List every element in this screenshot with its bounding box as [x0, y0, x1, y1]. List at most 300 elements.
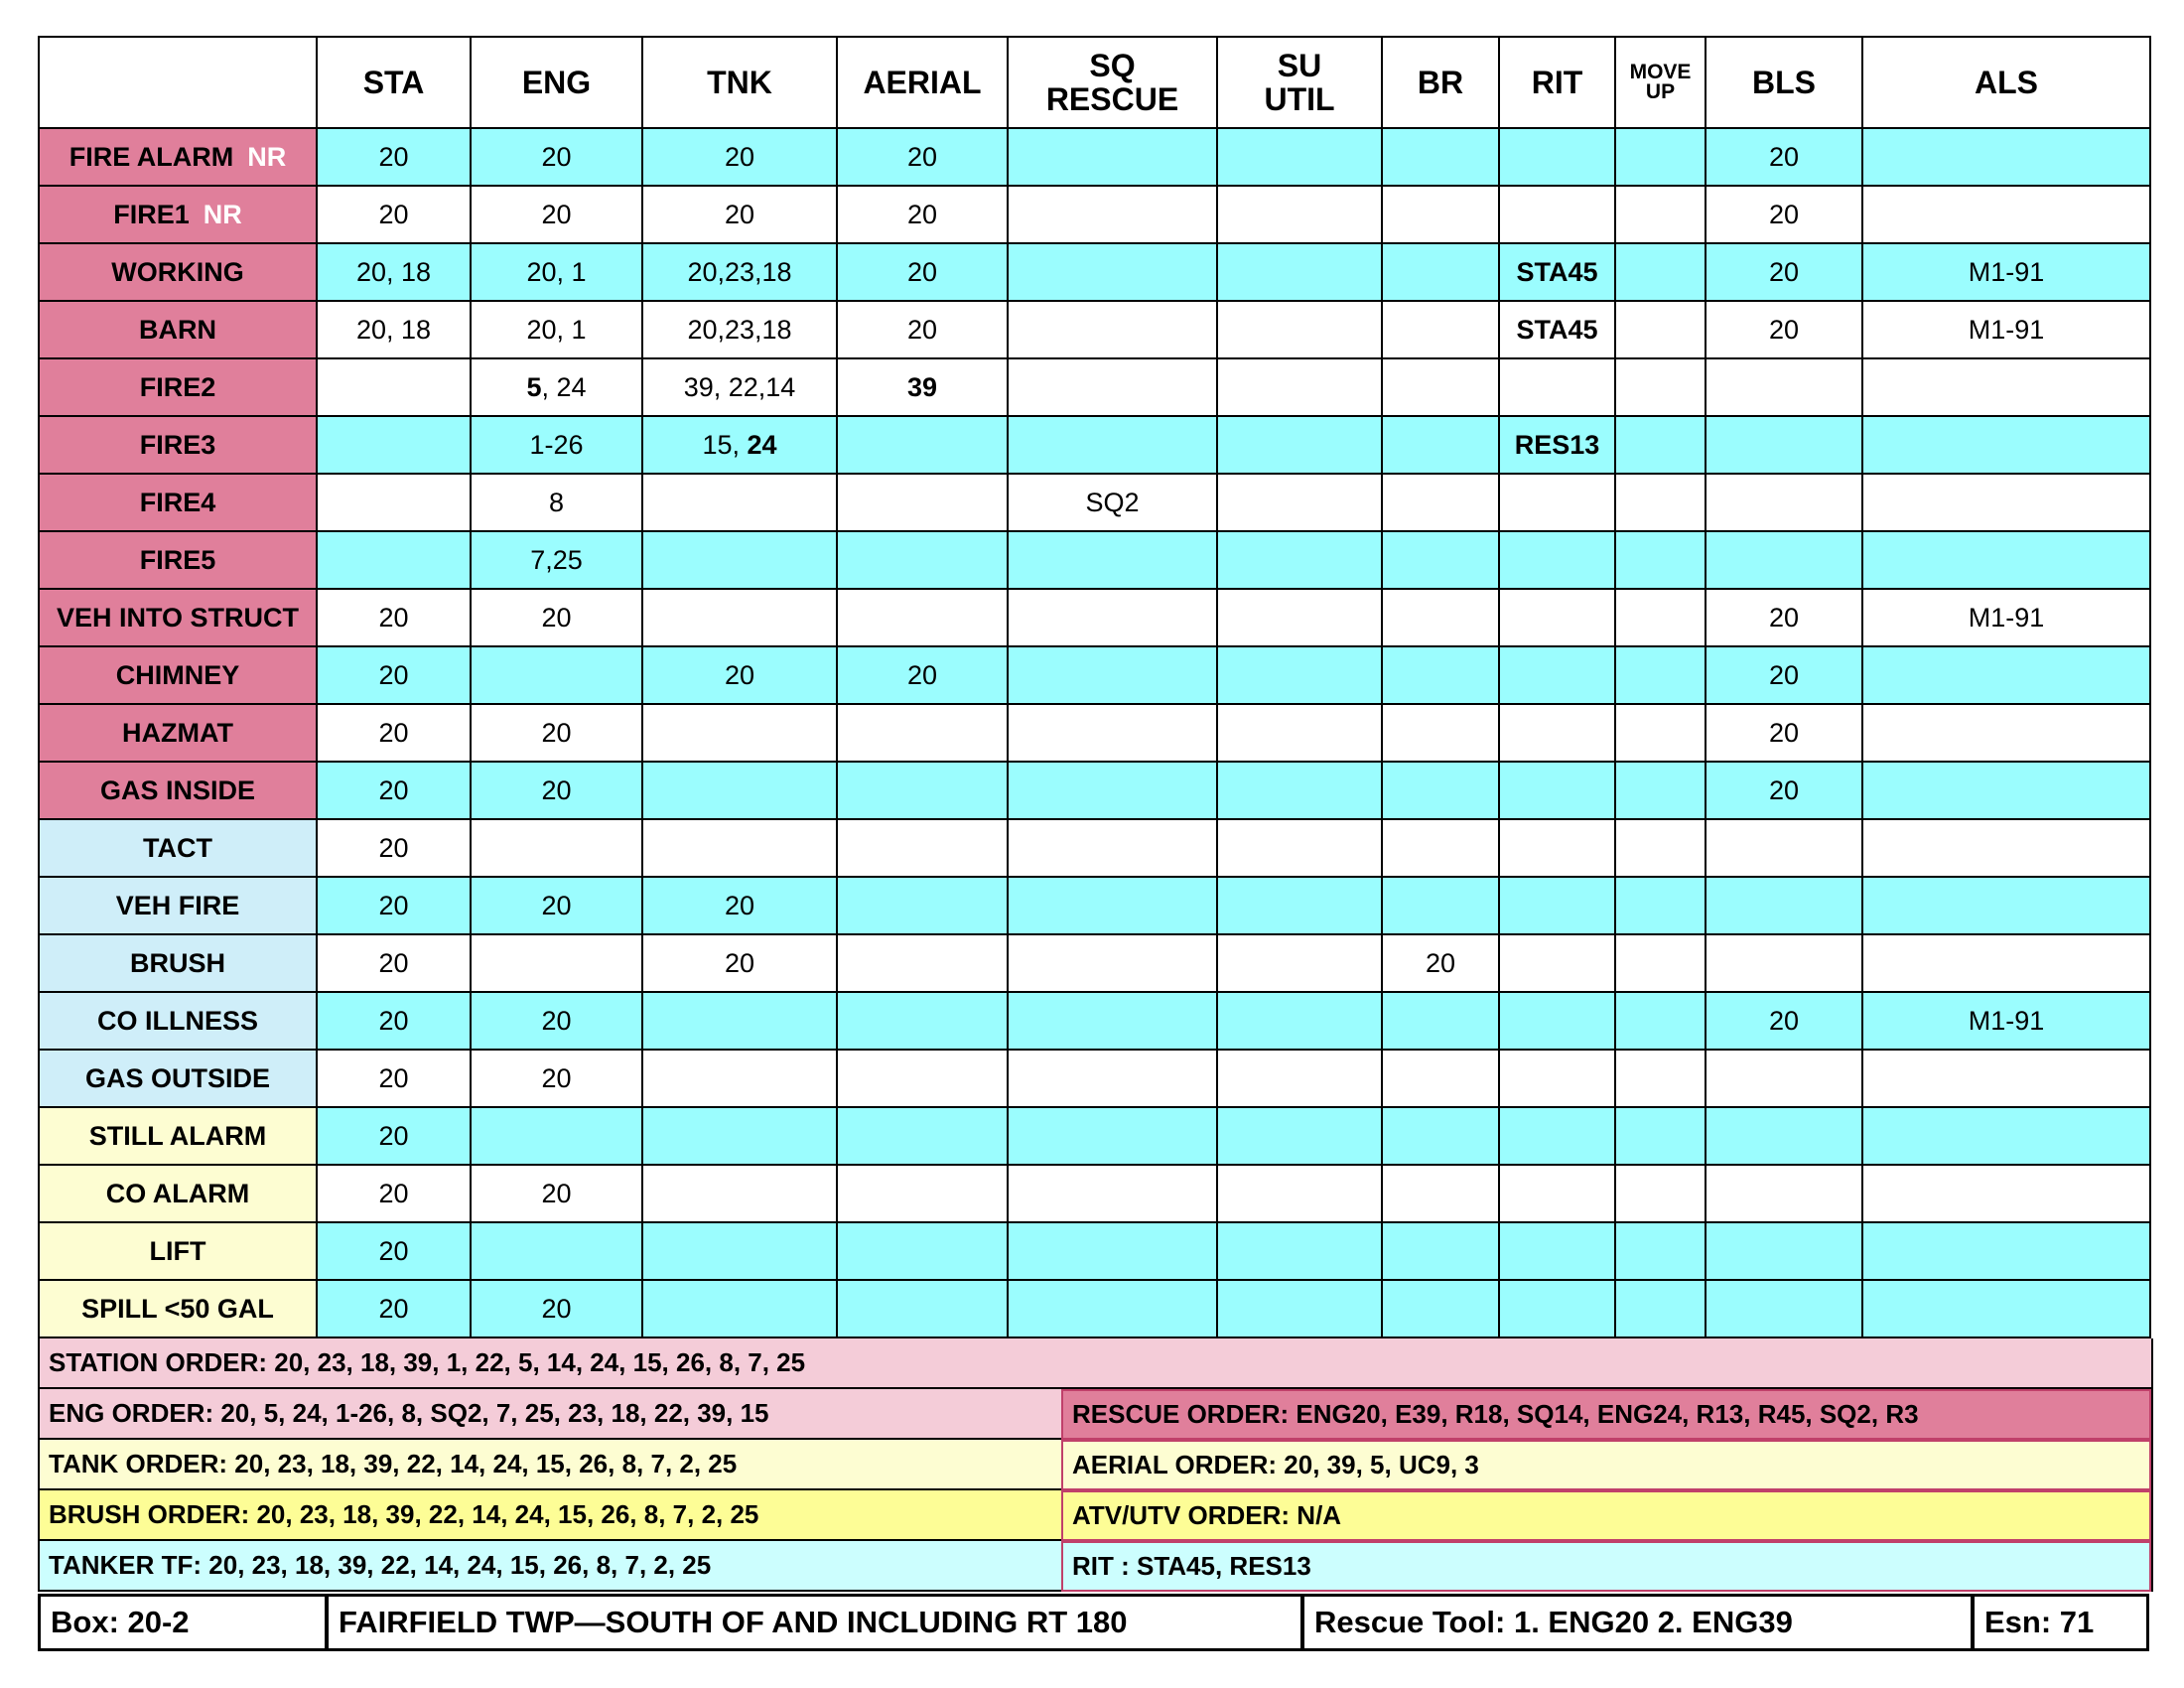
cell-sta: 20 [317, 934, 471, 992]
cell-bls: 20 [1706, 301, 1862, 358]
row-label [39, 877, 317, 934]
cell-rit [1499, 704, 1615, 762]
row-label [39, 934, 317, 992]
row-label-text: BRUSH [129, 947, 225, 978]
header-row [39, 37, 2150, 128]
row-label-text: GAS OUTSIDE [84, 1062, 271, 1093]
table-row [39, 762, 2150, 819]
cell-sq-rescue [1008, 992, 1217, 1050]
table-row [39, 1222, 2150, 1280]
cell-bls [1706, 1165, 1862, 1222]
esn-number: Esn: 71 [1984, 1605, 2095, 1639]
row-label-text: FIRE5 [139, 544, 216, 575]
cell-aerial [837, 1280, 1008, 1337]
cell-als [1862, 1280, 2150, 1337]
cell-bls [1706, 358, 1862, 416]
cell-su-util [1217, 704, 1382, 762]
cell-sta: 20 [317, 992, 471, 1050]
cell-sq-rescue [1008, 1222, 1217, 1280]
cell-rit [1499, 128, 1615, 186]
cell-su-util [1217, 358, 1382, 416]
cell-br [1382, 416, 1499, 474]
row-label-text: FIRE4 [139, 487, 216, 517]
nr-tag: NR [203, 199, 242, 229]
table-row [39, 301, 2150, 358]
cell-su-util [1217, 819, 1382, 877]
cell-aerial [837, 474, 1008, 531]
cell-su-util [1217, 992, 1382, 1050]
row-label [39, 1222, 317, 1280]
cell-aerial: 20 [837, 301, 1008, 358]
cell-tnk [642, 474, 837, 531]
cell-als: M1-91 [1862, 243, 2150, 301]
cell-bls [1706, 934, 1862, 992]
cell-sta: 20 [317, 762, 471, 819]
cell-su-util [1217, 1165, 1382, 1222]
cell-aerial [837, 1165, 1008, 1222]
cell-sq-rescue [1008, 186, 1217, 243]
table-row [39, 1107, 2150, 1165]
cell-rit [1499, 589, 1615, 646]
cell-eng: 20 [471, 589, 642, 646]
cell-su-util [1217, 589, 1382, 646]
orders-row [40, 1338, 2151, 1389]
row-label-text: CHIMNEY [115, 659, 240, 690]
cell-move-up [1615, 1222, 1706, 1280]
row-label-text: TACT [143, 832, 212, 863]
header-su-util [1217, 37, 1382, 128]
cell-move-up [1615, 186, 1706, 243]
table-row [39, 358, 2150, 416]
cell-bls: 20 [1706, 646, 1862, 704]
cell-eng: 8 [471, 474, 642, 531]
row-label [39, 762, 317, 819]
cell-rit [1499, 1107, 1615, 1165]
cell-move-up [1615, 1165, 1706, 1222]
cell-sta: 20 [317, 1050, 471, 1107]
cell-br [1382, 243, 1499, 301]
cell-tnk: 20 [642, 128, 837, 186]
cell-aerial [837, 1107, 1008, 1165]
cell-eng: 20, 1 [471, 243, 642, 301]
cell-als: M1-91 [1862, 992, 2150, 1050]
cell-rit [1499, 762, 1615, 819]
cell-bls: 20 [1706, 704, 1862, 762]
cell-part: , 24 [541, 371, 587, 402]
row-label-text: CO ILLNESS [96, 1005, 258, 1036]
cell-eng [471, 1222, 642, 1280]
cell-br [1382, 819, 1499, 877]
cell-tnk [642, 1165, 837, 1222]
cell-rit [1499, 358, 1615, 416]
cell-move-up [1615, 243, 1706, 301]
row-label [39, 474, 317, 531]
cell-move-up [1615, 762, 1706, 819]
cell-tnk [642, 1280, 837, 1337]
cell-tnk [642, 819, 837, 877]
orders-row [40, 1389, 2151, 1440]
cell-eng: 20 [471, 762, 642, 819]
cell-su-util [1217, 128, 1382, 186]
row-label [39, 128, 317, 186]
cell-sq-rescue [1008, 531, 1217, 589]
row-label-text: VEH INTO STRUCT [56, 602, 299, 633]
row-label-text: GAS INSIDE [99, 774, 256, 805]
table-row [39, 1165, 2150, 1222]
cell-als [1862, 416, 2150, 474]
cell-move-up [1615, 704, 1706, 762]
cell-tnk [642, 1222, 837, 1280]
cell-aerial [837, 416, 1008, 474]
cell-eng [471, 646, 642, 704]
cell-move-up [1615, 301, 1706, 358]
cell-br [1382, 186, 1499, 243]
cell-eng: 20 [471, 992, 642, 1050]
cell-rit [1499, 474, 1615, 531]
cell-tnk [642, 1050, 837, 1107]
cell-tnk [642, 704, 837, 762]
cell-br [1382, 301, 1499, 358]
orders-row [40, 1490, 2151, 1541]
cell-sq-rescue [1008, 301, 1217, 358]
cell-sq-rescue [1008, 646, 1217, 704]
cell-sq-rescue [1008, 128, 1217, 186]
atv-utv-order: ATV/UTV ORDER: N/A [1061, 1490, 2151, 1541]
cell-br [1382, 762, 1499, 819]
row-label [39, 243, 317, 301]
tank-order: TANK ORDER: 20, 23, 18, 39, 22, 14, 24, 15, 26, 8, 7, 2, 25 [40, 1440, 1061, 1490]
cell-part: 24 [747, 429, 777, 460]
cell-bls [1706, 1107, 1862, 1165]
cell-eng [471, 1107, 642, 1165]
cell-eng: 20 [471, 186, 642, 243]
table-row [39, 1050, 2150, 1107]
table-row [39, 128, 2150, 186]
orders-row [40, 1541, 2151, 1592]
footer-bar [38, 1594, 2149, 1651]
cell-bls [1706, 1280, 1862, 1337]
row-label [39, 646, 317, 704]
table-row [39, 1280, 2150, 1337]
cell-eng: 7,25 [471, 531, 642, 589]
cell-rit [1499, 934, 1615, 992]
row-label-text: CO ALARM [105, 1178, 250, 1208]
cell-sq-rescue [1008, 762, 1217, 819]
table-row [39, 819, 2150, 877]
row-label-text: FIRE ALARM [68, 141, 234, 172]
cell-move-up [1615, 877, 1706, 934]
cell-rit [1499, 992, 1615, 1050]
cell-als [1862, 646, 2150, 704]
row-label-text: STILL ALARM [88, 1120, 267, 1151]
header-br: BR [1382, 37, 1499, 128]
cell-eng [471, 358, 642, 416]
cell-bls: 20 [1706, 992, 1862, 1050]
row-label-text: BARN [139, 314, 216, 345]
row-label [39, 186, 317, 243]
cell-tnk: 39, 22,14 [642, 358, 837, 416]
cell-bls [1706, 474, 1862, 531]
cell-su-util [1217, 1280, 1382, 1337]
cell-move-up [1615, 1280, 1706, 1337]
header-sq-rescue [1008, 37, 1217, 128]
cell-su-util [1217, 474, 1382, 531]
row-label [39, 531, 317, 589]
row-label [39, 1050, 317, 1107]
cell-bls: 20 [1706, 762, 1862, 819]
cell-aerial [837, 877, 1008, 934]
cell-su-util [1217, 531, 1382, 589]
cell-als [1862, 186, 2150, 243]
table-row [39, 704, 2150, 762]
cell-sq-rescue [1008, 934, 1217, 992]
cell-als [1862, 762, 2150, 819]
aerial-order: AERIAL ORDER: 20, 39, 5, UC9, 3 [1061, 1440, 2151, 1490]
header-als: ALS [1862, 37, 2150, 128]
cell-als [1862, 358, 2150, 416]
eng-order: ENG ORDER: 20, 5, 24, 1-26, 8, SQ2, 7, 25, 23, 18, 22, 39, 15 [40, 1389, 1061, 1440]
cell-move-up [1615, 992, 1706, 1050]
header-su-line2: UTIL [1264, 81, 1335, 117]
cell-als [1862, 934, 2150, 992]
cell-move-up [1615, 646, 1706, 704]
nr-tag: NR [247, 141, 287, 172]
cell-sta [317, 531, 471, 589]
cell-bls: 20 [1706, 589, 1862, 646]
cell-br [1382, 128, 1499, 186]
orders-row [40, 1440, 2151, 1490]
cell-bls [1706, 1222, 1862, 1280]
cell-sq-rescue [1008, 416, 1217, 474]
cell-aerial: 20 [837, 128, 1008, 186]
cell-bls [1706, 819, 1862, 877]
cell-eng [471, 934, 642, 992]
cell-bls [1706, 416, 1862, 474]
station-order: STATION ORDER: 20, 23, 18, 39, 1, 22, 5, 14, 24, 15, 26, 8, 7, 25 [40, 1338, 2151, 1389]
cell-sta: 20 [317, 1165, 471, 1222]
cell-rit: RES13 [1499, 416, 1615, 474]
cell-br [1382, 589, 1499, 646]
cell-als [1862, 1165, 2150, 1222]
row-label-text: LIFT [149, 1235, 206, 1266]
cell-tnk [642, 531, 837, 589]
cell-eng: 1-26 [471, 416, 642, 474]
cell-aerial [837, 762, 1008, 819]
cell-als [1862, 531, 2150, 589]
cell-move-up [1615, 589, 1706, 646]
cell-sta: 20 [317, 589, 471, 646]
row-label [39, 589, 317, 646]
cell-als [1862, 877, 2150, 934]
cell-sta: 20 [317, 819, 471, 877]
cell-su-util [1217, 1050, 1382, 1107]
row-label [39, 301, 317, 358]
cell-part: 15, [702, 429, 748, 460]
assignment-table [38, 36, 2151, 1338]
header-aerial: AERIAL [837, 37, 1008, 128]
row-label [39, 1165, 317, 1222]
cell-eng: 20 [471, 1280, 642, 1337]
cell-bls: 20 [1706, 128, 1862, 186]
cell-rit: STA45 [1499, 301, 1615, 358]
cell-sta [317, 474, 471, 531]
cell-aerial [837, 934, 1008, 992]
cell-sq-rescue [1008, 243, 1217, 301]
cell-br [1382, 704, 1499, 762]
header-su-line1: SU [1277, 48, 1322, 83]
cell-eng: 20 [471, 704, 642, 762]
cell-sta: 20 [317, 1107, 471, 1165]
header-move-line1: MOVE [1629, 61, 1692, 83]
cell-sq-rescue: SQ2 [1008, 474, 1217, 531]
cell-bls: 20 [1706, 243, 1862, 301]
cell-move-up [1615, 1107, 1706, 1165]
table-row [39, 531, 2150, 589]
cell-su-util [1217, 762, 1382, 819]
cell-sta: 20 [317, 186, 471, 243]
cell-sta [317, 358, 471, 416]
cell-aerial: 20 [837, 646, 1008, 704]
cell-sq-rescue [1008, 1165, 1217, 1222]
cell-rit [1499, 1222, 1615, 1280]
row-label [39, 819, 317, 877]
area-description: FAIRFIELD TWP—SOUTH OF AND INCLUDING RT 180 [329, 1597, 1304, 1648]
cell-move-up [1615, 1050, 1706, 1107]
cell-rit [1499, 1165, 1615, 1222]
header-tnk: TNK [642, 37, 837, 128]
header-eng: ENG [471, 37, 642, 128]
cell-su-util [1217, 646, 1382, 704]
brush-order: BRUSH ORDER: 20, 23, 18, 39, 22, 14, 24, 15, 26, 8, 7, 2, 25 [40, 1490, 1061, 1541]
cell-br [1382, 531, 1499, 589]
cell-als: M1-91 [1862, 301, 2150, 358]
cell-aerial [837, 531, 1008, 589]
cell-sq-rescue [1008, 704, 1217, 762]
cell-aerial [837, 819, 1008, 877]
cell-tnk: 20 [642, 646, 837, 704]
cell-tnk: 20 [642, 934, 837, 992]
table-row [39, 646, 2150, 704]
header-sq-line1: SQ [1089, 48, 1136, 83]
table-row [39, 416, 2150, 474]
cell-move-up [1615, 128, 1706, 186]
table-row [39, 992, 2150, 1050]
cell-su-util [1217, 1222, 1382, 1280]
cell-su-util [1217, 416, 1382, 474]
rescue-order: RESCUE ORDER: ENG20, E39, R18, SQ14, ENG24, R13, R45, SQ2, R3 [1061, 1389, 2151, 1440]
cell-br [1382, 358, 1499, 416]
row-label [39, 992, 317, 1050]
cell-move-up [1615, 358, 1706, 416]
cell-eng: 20 [471, 128, 642, 186]
cell-su-util [1217, 877, 1382, 934]
cell-su-util [1217, 243, 1382, 301]
cell-rit [1499, 646, 1615, 704]
rescue-tool: Rescue Tool: 1. ENG20 2. ENG39 [1304, 1597, 1975, 1648]
cell-sta: 20, 18 [317, 301, 471, 358]
cell-eng: 20 [471, 1165, 642, 1222]
cell-tnk [642, 762, 837, 819]
assignment-body [39, 128, 2150, 1337]
cell-tnk: 20 [642, 877, 837, 934]
table-row [39, 877, 2150, 934]
cell-aerial [837, 589, 1008, 646]
cell-br [1382, 992, 1499, 1050]
header-move-up [1615, 37, 1706, 128]
tanker-tf: TANKER TF: 20, 23, 18, 39, 22, 14, 24, 15, 26, 8, 7, 2, 25 [40, 1541, 1061, 1592]
cell-sq-rescue [1008, 1107, 1217, 1165]
cell-aerial [837, 1222, 1008, 1280]
box-number: Box: 20-2 [41, 1597, 329, 1648]
cell-als [1862, 1107, 2150, 1165]
row-label-text: SPILL <50 GAL [81, 1293, 274, 1324]
cell-br: 20 [1382, 934, 1499, 992]
cell-su-util [1217, 301, 1382, 358]
cell-eng: 20 [471, 877, 642, 934]
cell-tnk: 20,23,18 [642, 301, 837, 358]
cell-br [1382, 1222, 1499, 1280]
cell-rit [1499, 1280, 1615, 1337]
row-label-text: WORKING [111, 256, 244, 287]
cell-als [1862, 474, 2150, 531]
cell-rit [1499, 1050, 1615, 1107]
row-label-text: HAZMAT [122, 717, 233, 748]
table-row [39, 474, 2150, 531]
cell-als [1862, 128, 2150, 186]
cell-bls [1706, 531, 1862, 589]
cell-su-util [1217, 934, 1382, 992]
cell-eng [471, 819, 642, 877]
cell-br [1382, 646, 1499, 704]
cell-sta: 20 [317, 128, 471, 186]
cell-move-up [1615, 934, 1706, 992]
cell-move-up [1615, 474, 1706, 531]
rit-order: RIT : STA45, RES13 [1061, 1541, 2151, 1592]
cell-su-util [1217, 186, 1382, 243]
cell-als [1862, 1050, 2150, 1107]
table-row [39, 186, 2150, 243]
cell-sq-rescue [1008, 1280, 1217, 1337]
cell-aerial: 20 [837, 243, 1008, 301]
cell-tnk [642, 589, 837, 646]
cell-move-up [1615, 819, 1706, 877]
cell-sta: 20 [317, 646, 471, 704]
cell-bls [1706, 877, 1862, 934]
header-sq-line2: RESCUE [1045, 81, 1179, 117]
cell-aerial [837, 1050, 1008, 1107]
box-card [38, 36, 2149, 1651]
header-rit: RIT [1499, 37, 1615, 128]
cell-move-up [1615, 416, 1706, 474]
cell-sta [317, 416, 471, 474]
cell-bls [1706, 1050, 1862, 1107]
row-label-text: FIRE1 [113, 199, 190, 229]
cell-aerial: 39 [837, 358, 1008, 416]
table-row [39, 589, 2150, 646]
row-label-text: FIRE3 [139, 429, 216, 460]
cell-br [1382, 1107, 1499, 1165]
cell-eng: 20, 1 [471, 301, 642, 358]
cell-aerial: 20 [837, 186, 1008, 243]
cell-rit [1499, 819, 1615, 877]
cell-sq-rescue [1008, 877, 1217, 934]
row-label [39, 704, 317, 762]
cell-sta: 20, 18 [317, 243, 471, 301]
cell-br [1382, 877, 1499, 934]
cell-tnk: 20,23,18 [642, 243, 837, 301]
cell-part: 5 [526, 371, 542, 402]
cell-sta: 20 [317, 1222, 471, 1280]
